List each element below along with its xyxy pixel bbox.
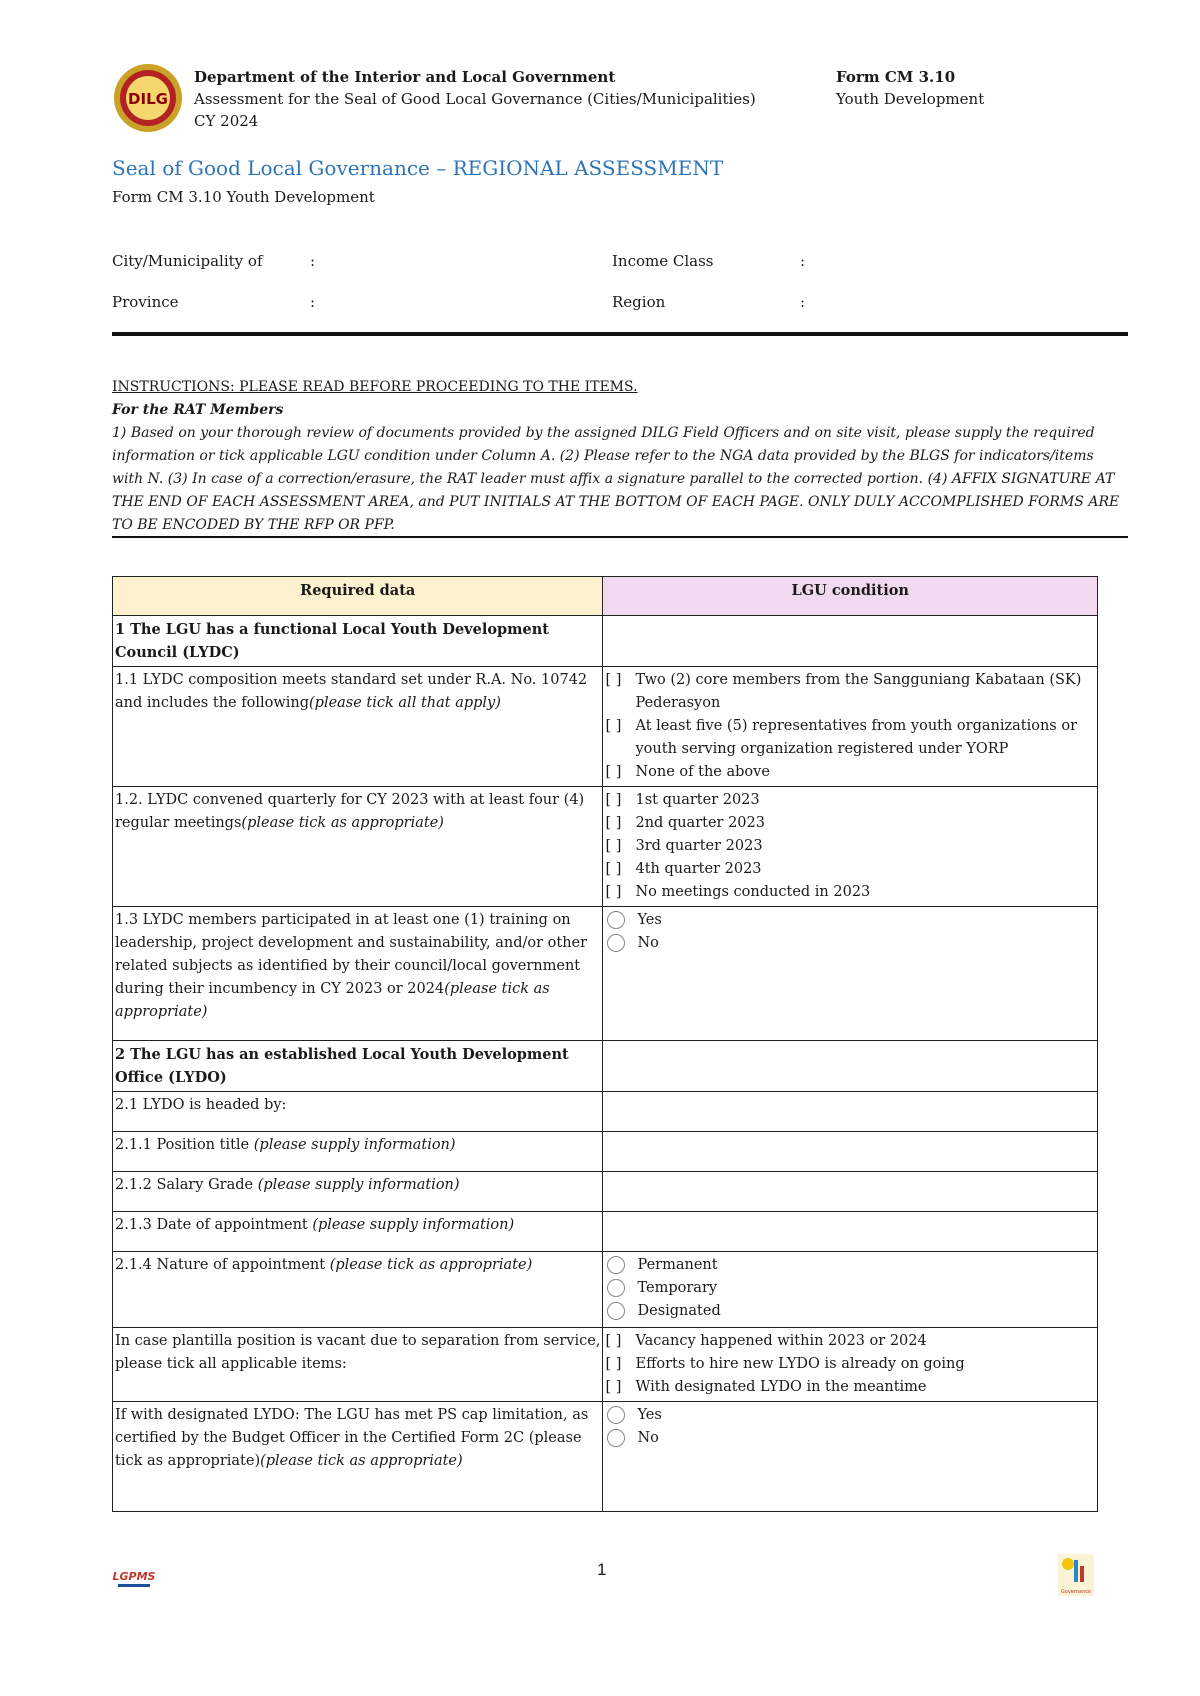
row-1-condition — [603, 616, 1098, 667]
radio-option[interactable] — [605, 909, 1095, 932]
radio-button[interactable] — [607, 1256, 625, 1274]
checkbox-option[interactable] — [605, 835, 1095, 858]
appointment-date-input[interactable] — [603, 1212, 1098, 1252]
position-title-input[interactable] — [603, 1132, 1098, 1172]
row-2-1-2 — [113, 1172, 603, 1212]
governance-logo — [1056, 1552, 1096, 1598]
row-vacancy: In case plantilla position is vacant due to separation from service, please tick all applicable items: — [113, 1328, 603, 1402]
row-2-1-4-note: (please tick as appropriate) — [329, 1257, 533, 1273]
checkbox[interactable]: [ ] — [605, 1379, 622, 1395]
option-label: With designated LYDO in the meantime — [635, 1379, 927, 1395]
radio-button[interactable] — [607, 1302, 625, 1320]
row-2-1-4-text: 2.1.4 Nature of appointment — [115, 1257, 330, 1273]
checkbox[interactable]: [ ] — [605, 792, 622, 808]
income-colon: : — [800, 252, 806, 270]
checkbox-option[interactable] — [605, 761, 1095, 784]
option-label: No — [637, 1430, 659, 1446]
option-label: Designated — [637, 1303, 721, 1319]
row-vacancy-options — [603, 1328, 1098, 1402]
header-form-area: Youth Development — [836, 90, 985, 108]
row-2-1-2-text: 2.1.2 Salary Grade — [115, 1177, 258, 1193]
radio-option[interactable] — [605, 1277, 1095, 1300]
row-2-1-condition — [603, 1092, 1098, 1132]
radio-button[interactable] — [607, 934, 625, 952]
checkbox-option[interactable] — [605, 812, 1095, 835]
option-label: Two (2) core members from the Sangguniang Kabataan (SK) Pederasyon — [635, 672, 1082, 711]
checkbox[interactable]: [ ] — [605, 718, 622, 734]
radio-button[interactable] — [607, 1279, 625, 1297]
row-2-1-1-note: (please supply information) — [253, 1137, 456, 1153]
row-1-1-note: (please tick all that apply) — [309, 695, 501, 711]
option-label: At least five (5) representatives from youth organizations or youth serving organization registered under YORP — [635, 718, 1078, 757]
row-ps-cap-text: If with designated LYDO: The LGU has met PS cap limitation, as certified by the Budget Officer in the Certified Form 2C (please tick as appropriate) — [115, 1407, 589, 1469]
option-label: None of the above — [635, 764, 770, 780]
row-1-title: 1 The LGU has a functional Local Youth Development Council (LYDC) — [113, 616, 603, 667]
option-label: Yes — [637, 912, 662, 928]
header-assessment: Assessment for the Seal of Good Local Governance (Cities/Municipalities) — [194, 90, 756, 108]
lgpms-logo-text: LGPMS — [112, 1570, 156, 1583]
row-1-3 — [113, 907, 603, 1041]
col-lgu-condition: LGU condition — [603, 577, 1098, 616]
row-ps-cap-options — [603, 1402, 1098, 1512]
checkbox-option[interactable] — [605, 1353, 1095, 1376]
checkbox[interactable]: [ ] — [605, 815, 622, 831]
city-label: City/Municipality of — [112, 252, 263, 270]
checkbox-option[interactable] — [605, 1330, 1095, 1353]
row-1-2-options — [603, 787, 1098, 907]
option-label: Yes — [637, 1407, 662, 1423]
checkbox-option[interactable] — [605, 669, 1095, 715]
header-year: CY 2024 — [194, 112, 259, 130]
instructions-audience: For the RAT Members — [112, 402, 284, 418]
radio-option[interactable] — [605, 932, 1095, 955]
divider — [112, 332, 1128, 336]
row-2-1-4-options — [603, 1252, 1098, 1328]
page-number: 1 — [597, 1560, 607, 1579]
dilg-logo-text: DILG — [128, 90, 168, 108]
row-2-1-1-text: 2.1.1 Position title — [115, 1137, 254, 1153]
row-2-condition — [603, 1041, 1098, 1092]
row-2-1-1 — [113, 1132, 603, 1172]
row-1-2 — [113, 787, 603, 907]
option-label: Vacancy happened within 2023 or 2024 — [635, 1333, 927, 1349]
row-1-1 — [113, 667, 603, 787]
option-label: Efforts to hire new LYDO is already on going — [635, 1356, 965, 1372]
salary-grade-input[interactable] — [603, 1172, 1098, 1212]
instructions-body: 1) Based on your thorough review of documents provided by the assigned DILG Field Officers and on site visit, please supply the required information or tick applicable LGU condition under Column A. (2) Please refer to the NGA data provided by the BLGS for indicators/items with N. (3) In case of a correction/erasure, the RAT leader must affix a signature parallel to the corrected portion. (4) AFFIX SIGNATURE AT THE END OF EACH ASSESSMENT AREA, and PUT INITIALS AT THE BOTTOM OF EACH PAGE. ONLY DULY ACCOMPLISHED FORMS ARE TO BE ENCODED BY THE RFP OR PFP. — [112, 425, 1120, 533]
option-label: Permanent — [637, 1257, 718, 1273]
option-label: No meetings conducted in 2023 — [635, 884, 871, 900]
region-colon: : — [800, 293, 806, 311]
checkbox-option[interactable] — [605, 1376, 1095, 1399]
option-label: 1st quarter 2023 — [635, 792, 760, 808]
page-title: Seal of Good Local Governance – REGIONAL ASSESSMENT — [112, 156, 724, 180]
divider — [112, 536, 1128, 538]
checkbox[interactable]: [ ] — [605, 1356, 622, 1372]
radio-option[interactable] — [605, 1300, 1095, 1323]
radio-option[interactable] — [605, 1404, 1095, 1427]
checkbox[interactable]: [ ] — [605, 861, 622, 877]
checkbox[interactable]: [ ] — [605, 1333, 622, 1349]
checkbox-option[interactable] — [605, 789, 1095, 812]
row-ps-cap-note: (please tick as appropriate) — [260, 1453, 463, 1469]
checkbox-option[interactable] — [605, 715, 1095, 761]
checkbox-option[interactable] — [605, 881, 1095, 904]
radio-button[interactable] — [607, 1429, 625, 1447]
row-1-1-text: 1.1 LYDC composition meets standard set under R.A. No. 10742 and includes the following — [115, 672, 588, 711]
row-2-title: 2 The LGU has an established Local Youth Development Office (LYDO) — [113, 1041, 603, 1092]
row-2-1-3-note: (please supply information) — [312, 1217, 515, 1233]
radio-option[interactable] — [605, 1427, 1095, 1450]
province-colon: : — [310, 293, 316, 311]
row-1-3-text: 1.3 LYDC members participated in at least one (1) training on leadership, project development and sustainability, and/or other related subjects as identified by their council/local government during their incumbency in CY 2023 or 2024 — [115, 912, 588, 997]
row-1-3-note: (please tick as appropriate) — [115, 981, 550, 1020]
header-form-code: Form CM 3.10 — [836, 68, 956, 86]
radio-button[interactable] — [607, 911, 625, 929]
page-subtitle: Form CM 3.10 Youth Development — [112, 188, 375, 206]
radio-button[interactable] — [607, 1406, 625, 1424]
row-1-1-options — [603, 667, 1098, 787]
row-2-1: 2.1 LYDO is headed by: — [113, 1092, 603, 1132]
row-1-3-options — [603, 907, 1098, 1041]
city-colon: : — [310, 252, 316, 270]
checkbox[interactable]: [ ] — [605, 838, 622, 854]
header-org: Department of the Interior and Local Government — [194, 68, 616, 86]
checkbox[interactable]: [ ] — [605, 672, 622, 688]
col-required-data: Required data — [113, 577, 603, 616]
row-2-1-2-note: (please supply information) — [257, 1177, 460, 1193]
option-label: 2nd quarter 2023 — [635, 815, 765, 831]
option-label: Temporary — [637, 1280, 718, 1296]
instructions — [112, 376, 1128, 537]
governance-logo-text: Governance — [1060, 1589, 1092, 1595]
row-ps-cap — [113, 1402, 603, 1512]
option-label: 4th quarter 2023 — [635, 861, 762, 877]
row-1-2-text: 1.2. LYDC convened quarterly for CY 2023 with at least four (4) regular meetings — [115, 792, 585, 831]
row-2-1-4 — [113, 1252, 603, 1328]
option-label: No — [637, 935, 659, 951]
row-1-2-note: (please tick as appropriate) — [241, 815, 444, 831]
option-label: 3rd quarter 2023 — [635, 838, 763, 854]
checkbox[interactable]: [ ] — [605, 884, 622, 900]
assessment-table — [112, 576, 1098, 1512]
dilg-logo — [112, 62, 184, 134]
lgpms-logo — [112, 1562, 156, 1592]
income-label: Income Class — [612, 252, 714, 270]
row-2-1-3-text: 2.1.3 Date of appointment — [115, 1217, 313, 1233]
instructions-heading: INSTRUCTIONS: PLEASE READ BEFORE PROCEEDING TO THE ITEMS. — [112, 379, 638, 395]
row-2-1-3 — [113, 1212, 603, 1252]
province-label: Province — [112, 293, 179, 311]
checkbox[interactable]: [ ] — [605, 764, 622, 780]
checkbox-option[interactable] — [605, 858, 1095, 881]
radio-option[interactable] — [605, 1254, 1095, 1277]
region-label: Region — [612, 293, 666, 311]
